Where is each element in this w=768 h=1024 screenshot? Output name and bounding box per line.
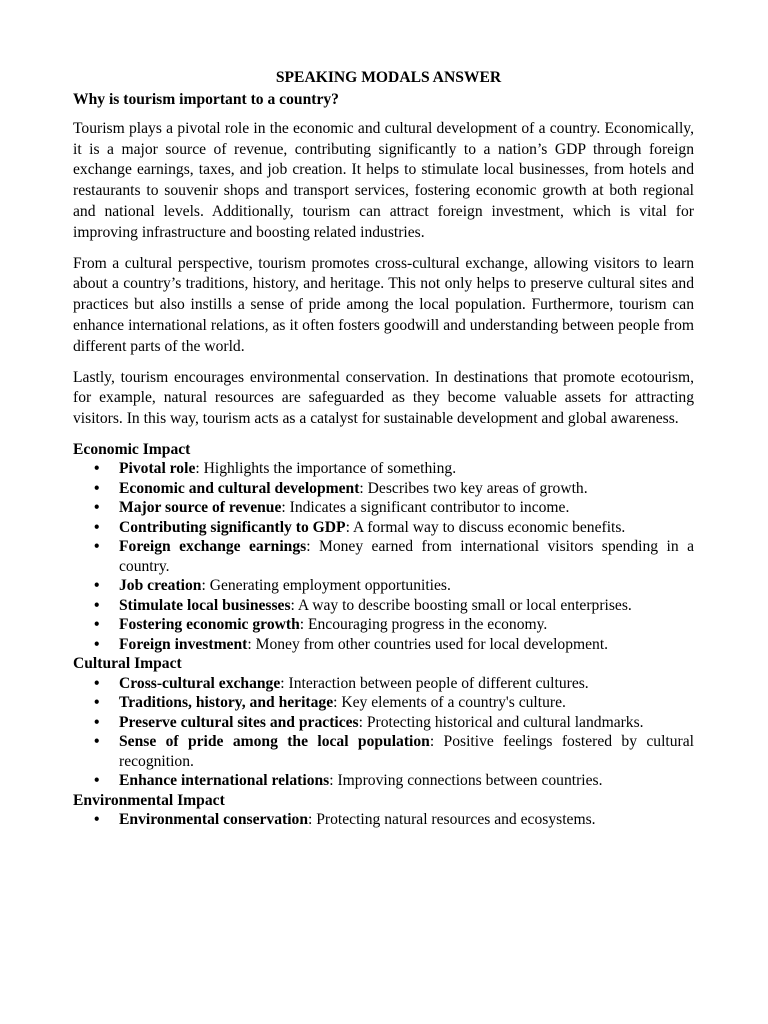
paragraph-economic: Tourism plays a pivotal role in the economic and cultural development of a country. Economically, it is a major source of revenue, contributing significantly to a nation’s GDP through foreign exchange earnings, taxes, and job creation. It helps to stimulate local businesses, from hotels and restaurants to souvenir shops and transport services, fostering economic growth at both regional and national levels. Additionally, tourism can attract foreign investment, which is vital for improving infrastructure and boosting related industries.: [73, 119, 694, 241]
bullet-list: [73, 810, 694, 830]
vocabulary-definition: Protecting natural resources and ecosystems.: [316, 811, 596, 829]
term-separator: :: [306, 538, 319, 556]
vocabulary-term: Pivotal role: [119, 460, 196, 478]
term-separator: :: [308, 811, 317, 829]
bullet-list: [73, 674, 694, 791]
list-item: [73, 479, 694, 499]
term-separator: :: [333, 694, 342, 712]
term-separator: :: [358, 713, 367, 731]
paragraph-environmental: Lastly, tourism encourages environmental conservation. In destinations that promote ecotourism, for example, natural resources are safeguarded as they become valuable assets for attracting visitors. In this way, tourism acts as a catalyst for sustainable development and global awareness.: [73, 368, 694, 428]
bullet-icon: •: [94, 811, 100, 829]
term-separator: :: [280, 674, 289, 692]
vocabulary-definition: Indicates a significant contributor to income.: [289, 499, 570, 517]
vocabulary-term: Economic and cultural development: [119, 479, 360, 497]
term-separator: :: [299, 616, 308, 634]
bullet-icon: •: [94, 596, 100, 614]
list-item: [73, 596, 694, 616]
vocabulary-definition: Interaction between people of different cultures.: [288, 674, 589, 692]
bullet-icon: •: [94, 772, 100, 790]
document-title: SPEAKING MODALS ANSWER: [275, 69, 502, 86]
term-separator: :: [290, 596, 298, 614]
vocabulary-term: Enhance international relations: [119, 772, 330, 790]
list-item: [73, 459, 694, 479]
vocabulary-definition: Highlights the importance of something.: [203, 460, 457, 478]
term-separator: :: [359, 479, 368, 497]
vocabulary-term: Environmental conservation: [119, 811, 309, 829]
term-separator: :: [195, 460, 204, 478]
bullet-icon: •: [94, 479, 100, 497]
vocabulary-term: Sense of pride among the local population: [119, 733, 430, 751]
vocabulary-term: Cross-cultural exchange: [119, 674, 281, 692]
list-item: [73, 771, 694, 791]
list-item: [73, 693, 694, 713]
bullet-icon: •: [94, 616, 100, 634]
term-separator: :: [429, 733, 444, 751]
list-item: [73, 518, 694, 538]
bullet-icon: •: [94, 499, 100, 517]
list-item: [73, 732, 694, 771]
vocabulary-definition: Improving connections between countries.: [337, 772, 603, 790]
list-item: [73, 674, 694, 694]
bullet-icon: •: [94, 674, 100, 692]
bullet-icon: •: [94, 518, 100, 536]
document-page: [73, 68, 694, 830]
vocabulary-definition: Describes two key areas of growth.: [367, 479, 588, 497]
term-separator: :: [201, 577, 210, 595]
vocabulary-definition: Encouraging progress in the economy.: [307, 616, 548, 634]
list-item: [73, 498, 694, 518]
vocabulary-term: Contributing significantly to GDP: [119, 518, 346, 536]
question-heading: Why is tourism important to a country?: [73, 91, 339, 108]
vocabulary-term: Preserve cultural sites and practices: [119, 713, 359, 731]
term-separator: :: [345, 518, 353, 536]
list-item: [73, 576, 694, 596]
bullet-icon: •: [94, 460, 100, 478]
bullet-icon: •: [94, 538, 100, 556]
paragraph-cultural: From a cultural perspective, tourism promotes cross-cultural exchange, allowing visitors to learn about a country’s traditions, history, and heritage. This not only helps to preserve cultural sites and practices but also instills a sense of pride among the local population. Furthermore, tourism can enhance international relations, as it often fosters goodwill and understanding between people from different parts of the world.: [73, 254, 694, 355]
vocabulary-term: Foreign exchange earnings: [119, 538, 307, 556]
vocabulary-sections: [73, 440, 694, 830]
term-separator: :: [281, 499, 290, 517]
list-item: [73, 635, 694, 655]
vocabulary-definition: Money from other countries used for local development.: [255, 635, 609, 653]
vocabulary-definition: Key elements of a country's culture.: [341, 694, 566, 712]
vocabulary-definition: A way to describe boosting small or local enterprises.: [297, 596, 632, 614]
vocabulary-term: Traditions, history, and heritage: [119, 694, 334, 712]
vocabulary-term: Stimulate local businesses: [119, 596, 291, 614]
list-item: [73, 615, 694, 635]
list-item: [73, 713, 694, 733]
section-heading: Cultural Impact: [73, 655, 182, 673]
vocabulary-definition: Protecting historical and cultural landmarks.: [366, 713, 644, 731]
bullet-list: [73, 459, 694, 654]
vocabulary-definition: Generating employment opportunities.: [209, 577, 451, 595]
list-item: [73, 537, 694, 576]
vocabulary-term: Fostering economic growth: [119, 616, 300, 634]
bullet-icon: •: [94, 713, 100, 731]
bullet-icon: •: [94, 733, 100, 751]
bullet-icon: •: [94, 694, 100, 712]
vocabulary-definition: A formal way to discuss economic benefits.: [352, 518, 626, 536]
vocabulary-term: Job creation: [119, 577, 202, 595]
bullet-icon: •: [94, 577, 100, 595]
vocabulary-term: Major source of revenue: [119, 499, 282, 517]
vocabulary-definition: Money earned from international visitors spending in a country.: [119, 538, 694, 575]
term-separator: :: [247, 635, 256, 653]
list-item: [73, 810, 694, 830]
term-separator: :: [329, 772, 338, 790]
vocabulary-term: Foreign investment: [119, 635, 248, 653]
section-heading: Environmental Impact: [73, 791, 225, 809]
vocabulary-definition: Positive feelings fostered by cultural recognition.: [119, 733, 694, 770]
section-heading: Economic Impact: [73, 440, 191, 458]
bullet-icon: •: [94, 635, 100, 653]
